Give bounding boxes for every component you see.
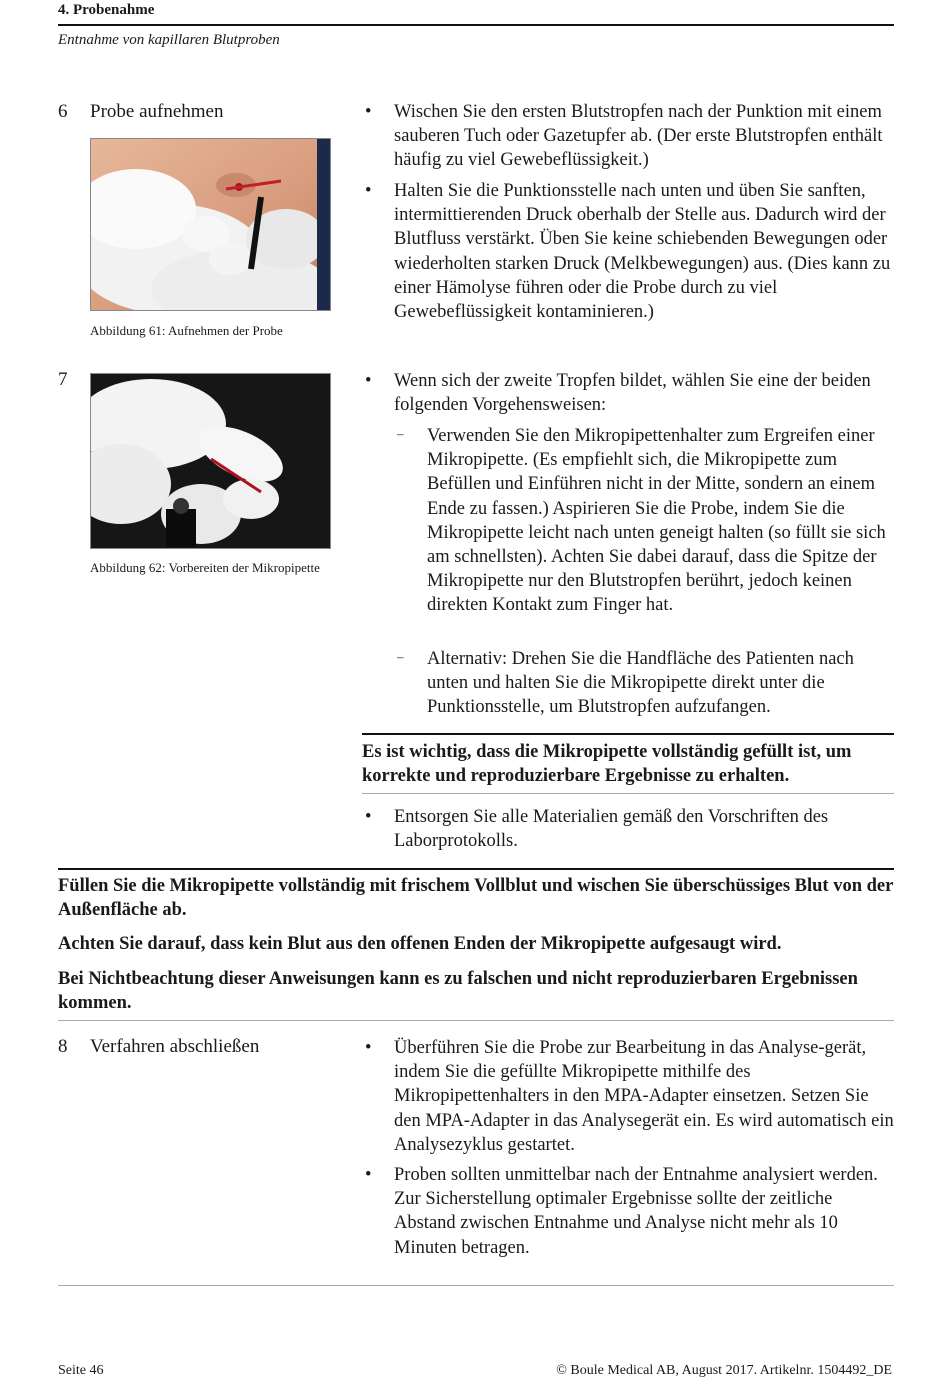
step-6-bullet-1 — [365, 100, 894, 173]
dash-icon: – — [397, 426, 404, 441]
step-8-title: Verfahren abschließen — [90, 1036, 260, 1057]
step-7-bullet-1 — [365, 369, 894, 417]
step-6-bullet-2 — [365, 179, 894, 324]
header-rule — [58, 24, 894, 26]
step-7-important-note: Es ist wichtig, dass die Mikropipette vollständig gefüllt ist, um korrekte und reproduzierbare Ergebnisse zu erhalten. — [362, 742, 852, 787]
chapter-title: 4. Probenahme — [58, 2, 155, 18]
page-number: Seite 46 — [58, 1363, 104, 1378]
subitem-text: Verwenden Sie den Mikropipettenhalter zum Ergreifen einer Mikropipette. (Es empfiehlt sich, die Mikropipette zum Befüllen und Einführen nicht in der Mitte, sondern an einem Ende zu fassen.) Aspirieren Sie die Probe, indem Sie die Mikropipette leicht nach unten geneigt halten (so füllt sie sich am schnellsten). Achten Sie dabei darauf, dass die Spitze der Mikropipette nur den Blutstropfen berührt, jedoch keinen direkten Kontakt zum Finger hat. — [427, 426, 886, 616]
bullet-icon: • — [365, 102, 372, 122]
figure-61-photo — [90, 138, 331, 311]
figure-61-caption: Abbildung 61: Aufnehmen der Probe — [90, 323, 283, 338]
bullet-text: Entsorgen Sie alle Materialien gemäß den Vorschriften des Laborprotokolls. — [394, 807, 829, 852]
bullet-text: Wischen Sie den ersten Blutstropfen nach der Punktion mit einem sauberen Tuch oder Gazetupfer ab. (Der erste Blutstropfen enthält häufig zu viel Gewebeflüssigkeit.) — [394, 102, 883, 171]
step-7-subitem-2 — [397, 647, 894, 720]
warning-rule-top — [58, 868, 894, 870]
step-7-number: 7 — [58, 369, 68, 390]
step-6-number: 6 — [58, 101, 68, 122]
step-8-number: 8 — [58, 1036, 68, 1057]
figure-62-photo — [90, 373, 331, 549]
end-rule — [58, 1285, 894, 1286]
step-7-subitem-1 — [397, 424, 894, 618]
bullet-text: Wenn sich der zweite Tropfen bildet, wählen Sie eine der beiden folgenden Vorgehensweisen: — [394, 371, 871, 416]
bullet-icon: • — [365, 1038, 372, 1058]
warning-paragraph-2: Achten Sie darauf, dass kein Blut aus den offenen Enden der Mikropipette aufgesaugt wird. — [58, 934, 782, 954]
bullet-icon: • — [365, 181, 372, 201]
step-8-bullet-2 — [365, 1163, 894, 1260]
note-rule-top — [362, 733, 894, 735]
step-7-bullet-2 — [365, 805, 894, 853]
warning-paragraph-3: Bei Nichtbeachtung dieser Anweisungen kann es zu falschen und nicht reproduzierbaren Ergebnissen kommen. — [58, 969, 858, 1014]
dash-icon: – — [397, 649, 404, 664]
figure-62-caption: Abbildung 62: Vorbereiten der Mikropipette — [90, 560, 320, 575]
copyright-notice: © Boule Medical AB, August 2017. Artikelnr. 1504492_DE — [556, 1363, 892, 1378]
subitem-text: Alternativ: Drehen Sie die Handfläche des Patienten nach unten und halten Sie die Mikropipette direkt unter die Punktionsstelle, um Blutstropfen aufzufangen. — [427, 649, 854, 718]
step-6-title: Probe aufnehmen — [90, 101, 224, 122]
bullet-icon: • — [365, 371, 372, 391]
bullet-text: Proben sollten unmittelbar nach der Entnahme analysiert werden. Zur Sicherstellung optimaler Ergebnisse sollte der zeitliche Abstand zwischen Entnahme und Analyse nicht mehr als 10 Minuten betragen. — [394, 1165, 878, 1258]
warning-rule-bottom — [58, 1020, 894, 1021]
bullet-icon: • — [365, 1165, 372, 1185]
section-subtitle: Entnahme von kapillaren Blutproben — [58, 32, 280, 48]
step-8-bullet-1 — [365, 1036, 894, 1157]
warning-paragraph-1: Füllen Sie die Mikropipette vollständig mit frischem Vollblut und wischen Sie überschüssiges Blut von der Außenfläche ab. — [58, 876, 894, 921]
bullet-text: Halten Sie die Punktionsstelle nach unten und üben Sie sanften, intermittierenden Druck oberhalb der Stelle aus. Dadurch wird der Blutfluss verstärkt. Üben Sie keine schiebenden Bewegungen oder wiederholten starken Druck (Melkbewegungen) aus. (Dies kann zu einer Hämolyse führen oder die Probe durch zu viel Gewebeflüssigkeit kontaminieren.) — [394, 181, 891, 323]
bullet-text: Überführen Sie die Probe zur Bearbeitung in das Analyse-gerät, indem Sie die gefüllte Mikropipette mithilfe des Mikropipettenhalters in den MPA-Adapter einsetzen. Setzen Sie den MPA-Adapter in das Analysegerät ein. Es wird automatisch ein Analysezyklus gestartet. — [394, 1038, 894, 1155]
bullet-icon: • — [365, 807, 372, 827]
note-rule-bottom — [362, 793, 894, 794]
